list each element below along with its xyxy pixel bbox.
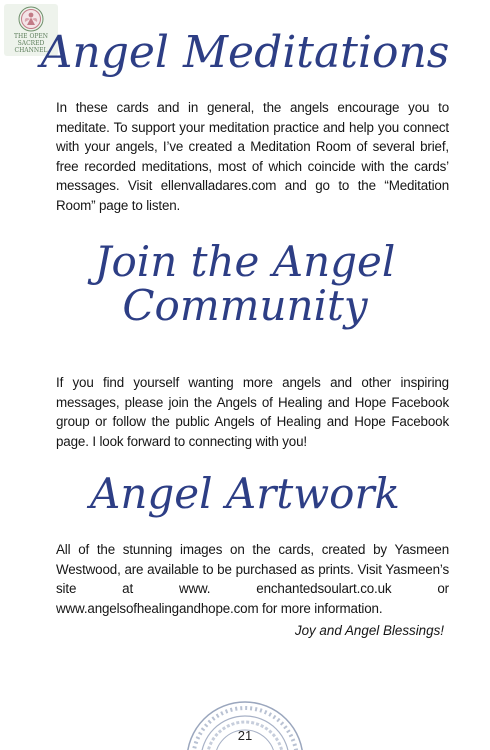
heading-angel-meditations: Angel Meditations xyxy=(40,27,450,78)
heading-line-2: Community xyxy=(122,281,368,331)
paragraph-meditations: In these cards and in general, the angels encourage you to meditate. To support your meditation practice and help you connect with your angels, I’ve created a Meditation Room of several brief, free recorded meditations, most of which coincide with the cards’ messages. Visit ellenvalladares.com and go to the “Meditation Room” page to listen. xyxy=(56,100,449,213)
heading-join-community xyxy=(0,237,490,331)
paragraph-community: If you find yourself wanting more angels and other inspiring messages, please join the Angels of Healing and Hope Facebook group or follow the public Angels of Healing and Hope Facebook page. I look forward to connecting with you! xyxy=(56,375,449,449)
heading-line-1: Join the Angel xyxy=(94,237,396,286)
paragraph-artwork: All of the stunning images on the cards, created by Yasmeen Westwood, are available to be purchased as prints. Visit Yasmeen’s site at www. enchantedsoulart.co.uk or www.angelsofhealingandhope.com for more information. xyxy=(56,542,449,616)
logo-text: THE OPEN SACRED CHANNEL xyxy=(13,33,49,54)
page-number: 21 xyxy=(237,728,253,743)
heading-angel-artwork: Angel Artwork xyxy=(90,469,400,518)
signoff: Joy and Angel Blessings! xyxy=(294,623,444,638)
